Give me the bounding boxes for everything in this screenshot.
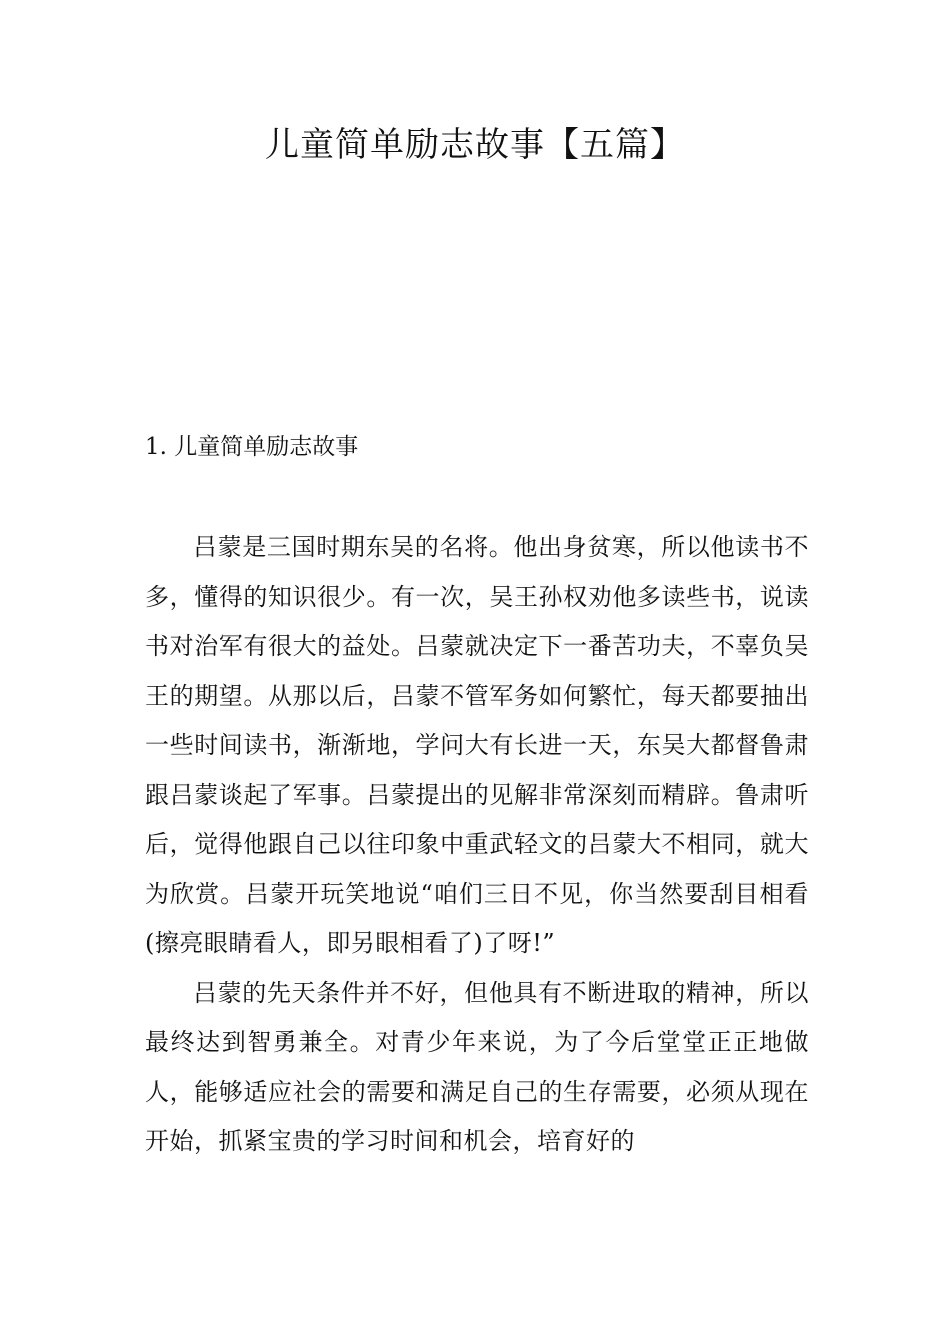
body-paragraph: 吕蒙是三国时期东吴的名将。他出身贫寒，所以他读书不多，懂得的知识很少。有一次，吴王孙权劝他多读些书，说读书对治军有很大的益处。吕蒙就决定下一番苦功夫，不辜负吴王的期望。从那以后，吕蒙不管军务如何繁忙，每天都要抽出一些时间读书，渐渐地，学问大有长进一天，东吴大都督鲁肃跟吕蒙谈起了军事。吕蒙提出的见解非常深刻而精辟。鲁肃听后，觉得他跟自己以往印象中重武轻文的吕蒙大不相同，就大为欣赏。吕蒙开玩笑地说“咱们三日不见，你当然要刮目相看(擦亮眼睛看人，即另眼相看了)了呀!” xyxy=(145,533,809,957)
body-paragraph: 吕蒙的先天条件并不好，但他具有不断进取的精神，所以最终达到智勇兼全。对青少年来说，为了今后堂堂正正地做人，能够适应社会的需要和满足自己的生存需要，必须从现在开始，抓紧宝贵的学习时间和机会，培育好的 xyxy=(145,978,809,1155)
section-body xyxy=(145,523,809,1167)
section-heading: 1. 儿童简单励志故事 xyxy=(145,434,359,460)
document-title: 儿童简单励志故事【五篇】 xyxy=(265,125,685,165)
